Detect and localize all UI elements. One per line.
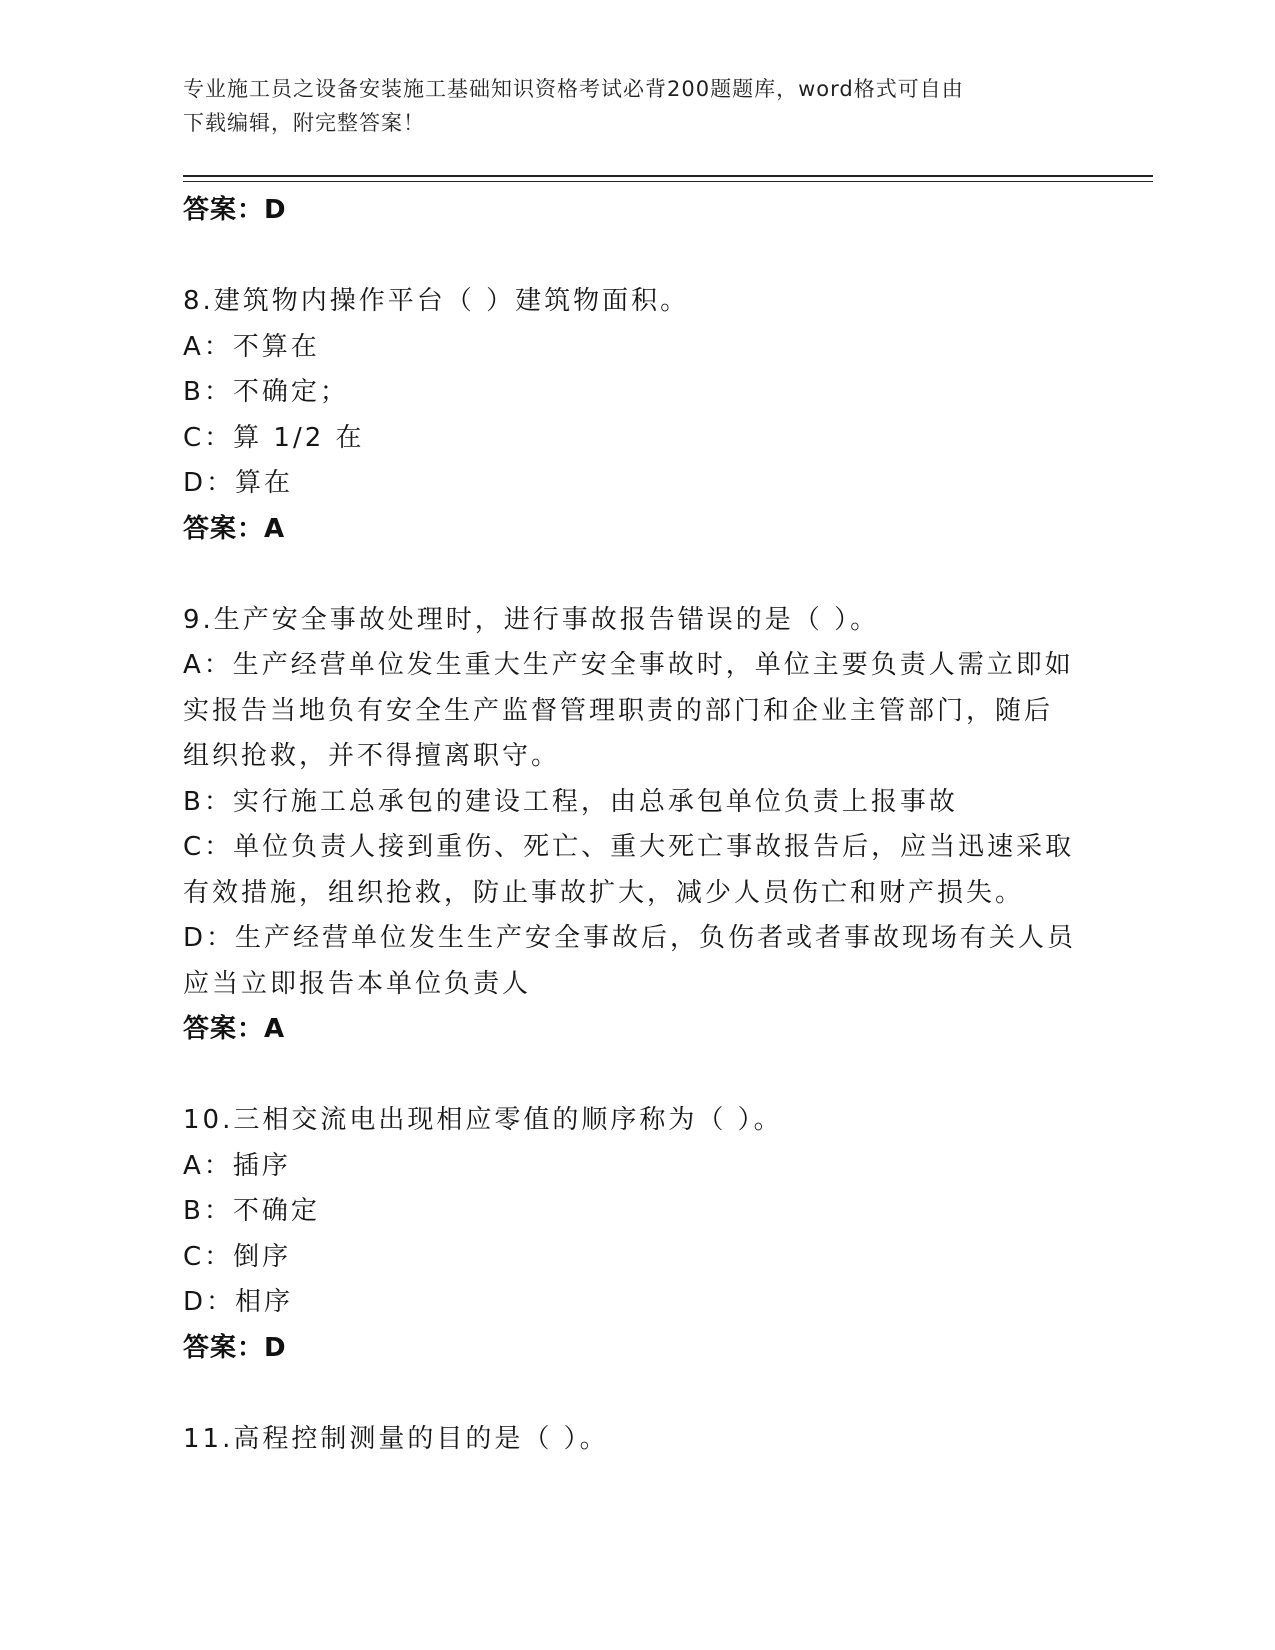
question-9-option-a-line-1: A：生产经营单位发生重大生产安全事故时，单位主要负责人需立即如: [183, 650, 1074, 680]
header-title-line-2: 下载编辑，附完整答案！: [183, 111, 425, 135]
question-10-stem: 10.三相交流电出现相应零值的顺序称为（ ）。: [183, 1105, 783, 1135]
question-10-option-d: D：相序: [183, 1287, 294, 1317]
question-8-answer: 答案：A: [183, 513, 286, 544]
question-10-answer: 答案：D: [183, 1332, 287, 1363]
question-9-option-c-line-2: 有效措施，组织抢救，防止事故扩大，减少人员伤亡和财产损失。: [183, 877, 1025, 908]
spacer: [183, 1371, 1083, 1417]
question-8-option-d: D：算在: [183, 468, 294, 498]
question-11-stem: 11.高程控制测量的目的是（ ）。: [183, 1423, 609, 1454]
question-10-option-c: C：倒序: [183, 1241, 292, 1272]
question-9-stem: 9.生产安全事故处理时，进行事故报告错误的是（ ）。: [183, 604, 880, 635]
question-9-answer: 答案：A: [183, 1014, 286, 1044]
previous-question-answer: 答案：D: [183, 195, 287, 225]
spacer: [183, 234, 1083, 280]
spacer: [183, 1053, 1083, 1099]
question-9-option-d-line-2: 应当立即报告本单位负责人: [183, 968, 532, 999]
question-9-option-c-line-1: C：单位负责人接到重伤、死亡、重大死亡事故报告后，应当迅速采取: [183, 832, 1075, 862]
question-list: [183, 188, 1083, 1462]
question-11: [183, 1417, 1083, 1463]
question-8-option-b: B：不确定；: [183, 377, 349, 407]
question-10: [183, 1098, 1083, 1371]
question-9: [183, 598, 1083, 1053]
document-header: [183, 72, 1063, 140]
question-9-option-a-line-2: 实报告当地负有安全生产监督管理职责的部门和企业主管部门，随后: [183, 695, 1054, 726]
question-9-option-b: B：实行施工总承包的建设工程，由总承包单位负责上报事故: [183, 786, 958, 817]
header-title-line-1: 专业施工员之设备安装施工基础知识资格考试必背200题题库，word格式可自由: [183, 77, 964, 101]
question-8-option-c: C：算 1/2 在: [183, 422, 365, 453]
question-10-option-b: B：不确定: [183, 1196, 320, 1226]
header-divider-thick: [183, 175, 1153, 177]
question-8: [183, 279, 1083, 552]
question-10-option-a: A：插序: [183, 1150, 291, 1181]
question-8-option-a: A：不算在: [183, 331, 320, 362]
header-divider-thin: [183, 181, 1153, 182]
question-9-option-a-line-3: 组织抢救，并不得擅离职守。: [183, 741, 561, 771]
question-8-stem: 8.建筑物内操作平台（ ）建筑物面积。: [183, 286, 690, 316]
question-9-option-d-line-1: D：生产经营单位发生生产安全事故后，负伤者或者事故现场有关人员: [183, 923, 1077, 953]
spacer: [183, 552, 1083, 598]
